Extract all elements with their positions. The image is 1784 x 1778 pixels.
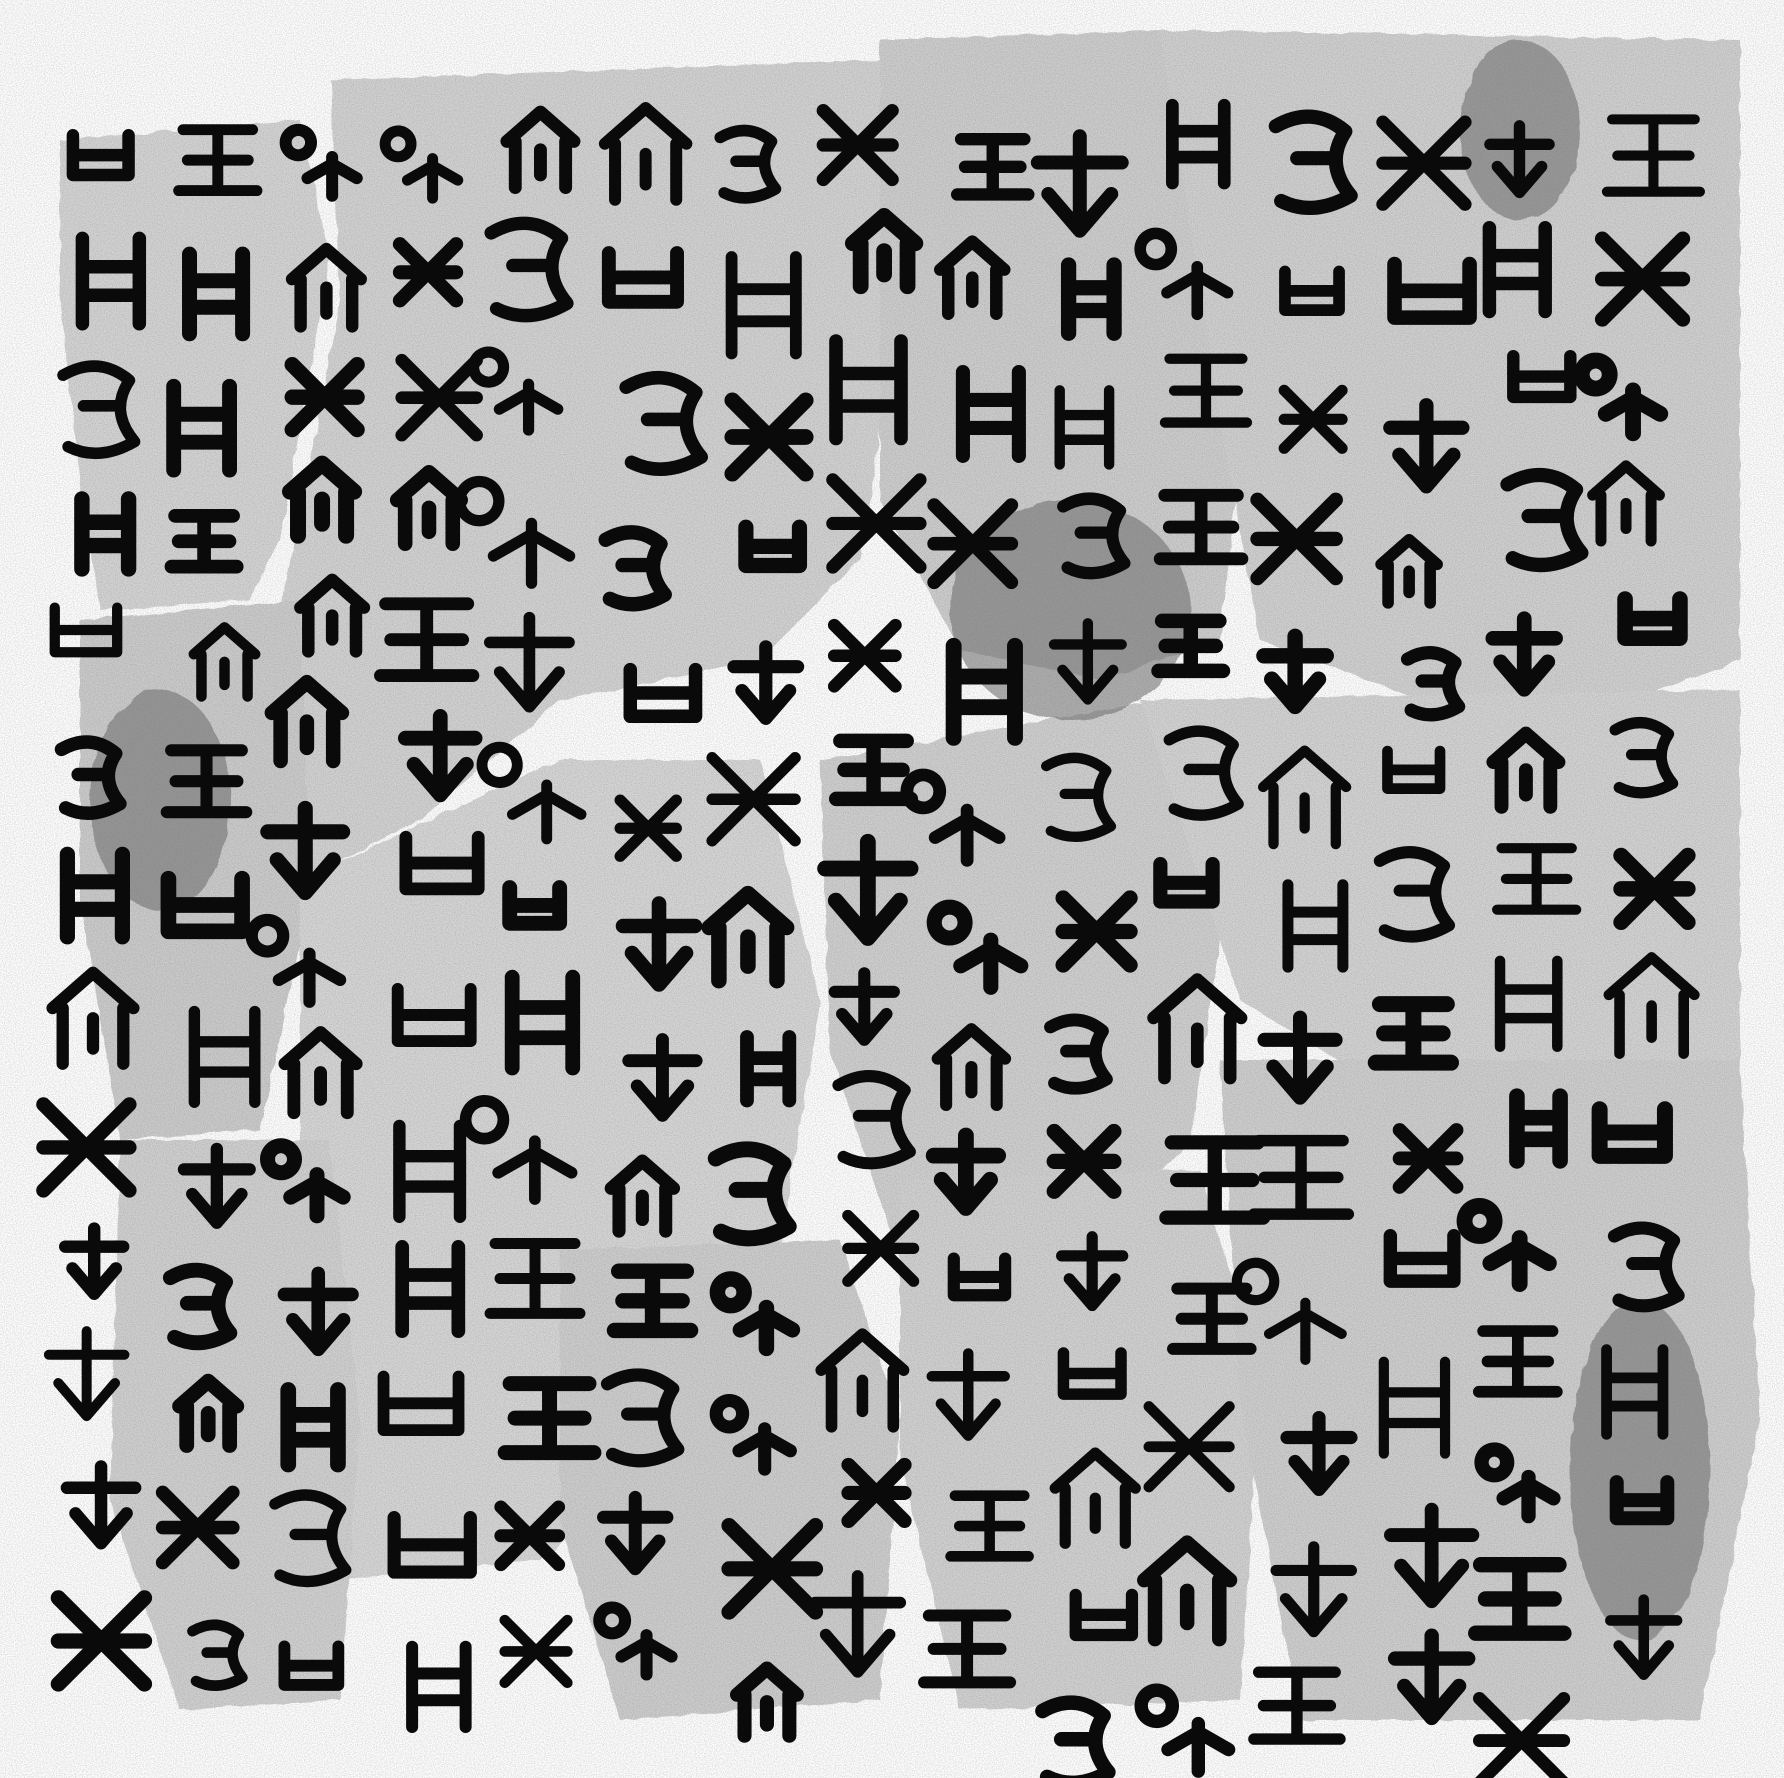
glyph-stroke [180, 1381, 237, 1445]
